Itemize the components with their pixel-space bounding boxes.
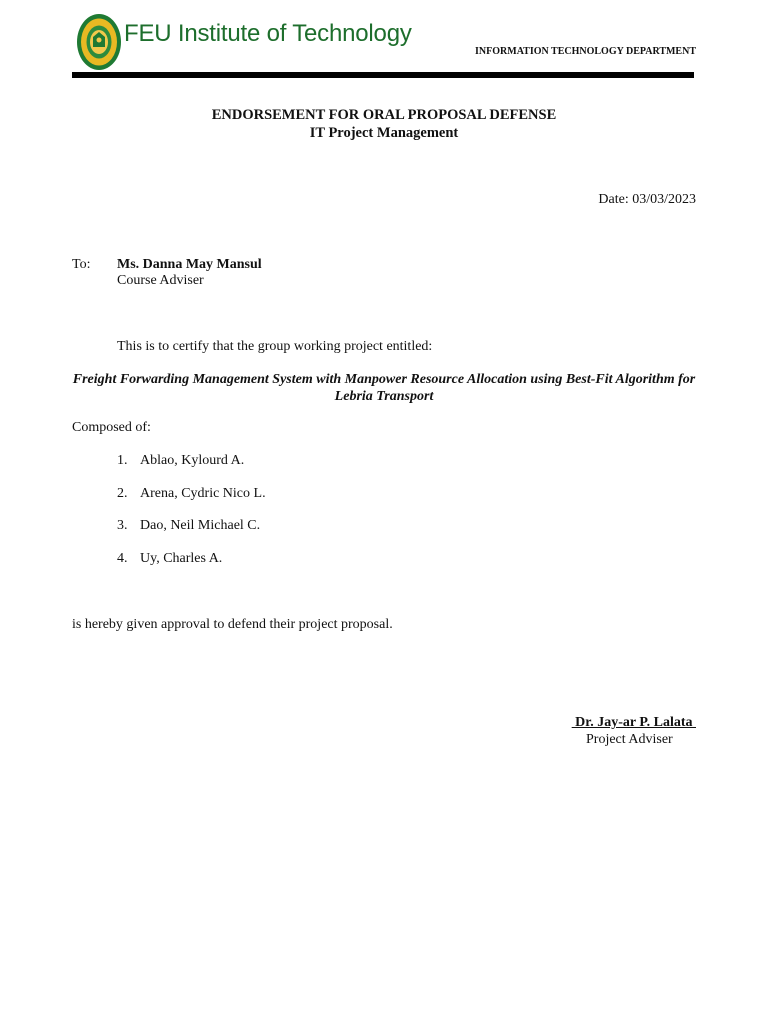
header-rule — [72, 72, 694, 78]
signatory-name: Dr. Jay-ar P. Lalata — [571, 715, 696, 730]
member-number: 3. — [117, 518, 128, 533]
member-name: Dao, Neil Michael C. — [140, 518, 261, 533]
project-title: Freight Forwarding Management System with Manpower Resource Allocation using Best-Fit Algorithm for Lebria Transport — [72, 372, 696, 404]
member-name: Arena, Cydric Nico L. — [140, 486, 266, 501]
document-date: Date: 03/03/2023 — [598, 192, 696, 207]
recipient-role: Course Adviser — [117, 273, 204, 288]
member-name: Uy, Charles A. — [140, 551, 223, 566]
document-title: ENDORSEMENT FOR ORAL PROPOSAL DEFENSE — [211, 107, 557, 123]
certify-statement: This is to certify that the group working project entitled: — [117, 339, 433, 354]
member-number: 4. — [117, 551, 128, 566]
member-number: 2. — [117, 486, 128, 501]
document-subtitle: IT Project Management — [309, 125, 459, 141]
to-label: To: — [72, 257, 91, 272]
member-number: 1. — [117, 453, 128, 468]
department-name: INFORMATION TECHNOLOGY DEPARTMENT — [475, 46, 696, 57]
recipient-name: Ms. Danna May Mansul — [117, 257, 262, 272]
institution-name: FEU Institute of Technology — [124, 20, 412, 47]
signatory-role: Project Adviser — [586, 732, 673, 747]
feu-seal-logo — [76, 13, 122, 71]
approval-statement: is hereby given approval to defend their project proposal. — [72, 617, 393, 632]
member-name: Ablao, Kylourd A. — [140, 453, 245, 468]
composed-label: Composed of: — [72, 420, 151, 435]
